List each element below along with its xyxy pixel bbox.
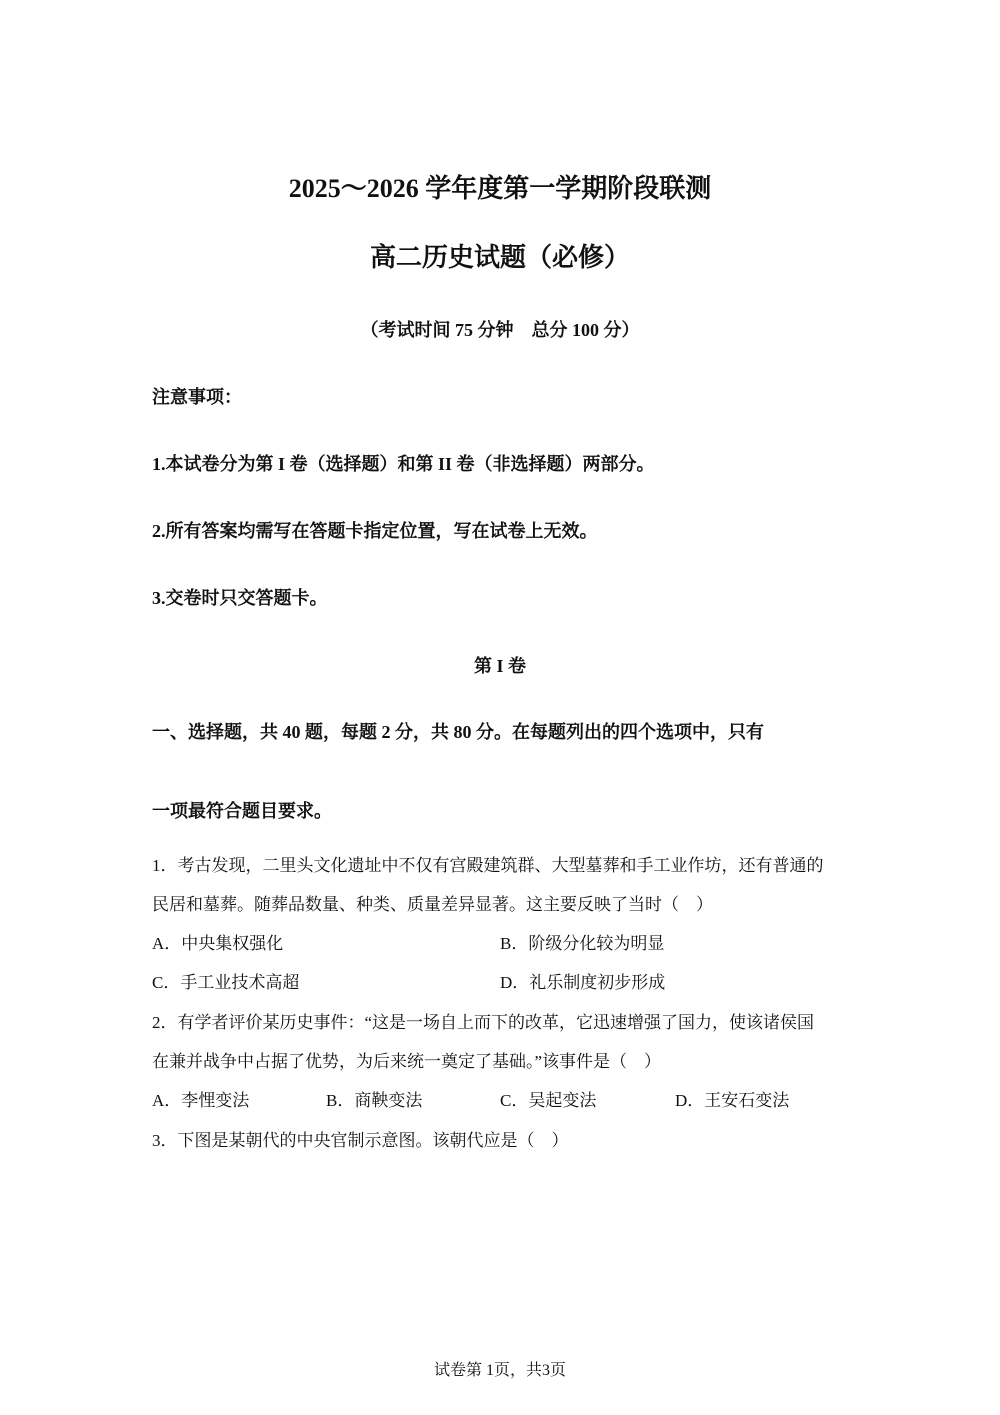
question-2-option-b: B．商鞅变法 <box>326 1091 423 1110</box>
notice-item-2: 2.所有答案均需写在答题卡指定位置，写在试卷上无效。 <box>152 521 598 541</box>
question-2-stem-line-1: 2．有学者评价某历史事件：“这是一场自上而下的改革，它迅速增强了国力，使该诸侯国 <box>152 1013 815 1032</box>
question-1-stem-line-2: 民居和墓葬。随葬品数量、种类、质量差异显著。这主要反映了当时（ ） <box>152 895 713 914</box>
question-2-option-d: D．王安石变法 <box>675 1091 790 1110</box>
notice-item-3: 3.交卷时只交答题卡。 <box>152 588 328 608</box>
notice-heading: 注意事项： <box>152 387 242 407</box>
exam-time-and-score: （考试时间 75 分钟 总分 100 分） <box>360 320 640 340</box>
question-3-stem: 3．下图是某朝代的中央官制示意图。该朝代应是（ ） <box>152 1131 569 1150</box>
section-instruction-line-2: 一项最符合题目要求。 <box>152 801 332 821</box>
exam-title: 2025～2026 学年度第一学期阶段联测 <box>288 174 712 203</box>
question-2-option-c: C．吴起变法 <box>500 1091 597 1110</box>
question-1-stem-line-1: 1．考古发现，二里头文化遗址中不仅有宫殿建筑群、大型墓葬和手工业作坊，还有普通的 <box>152 856 824 875</box>
volume-title: 第 I 卷 <box>473 656 526 676</box>
question-2-stem-line-2: 在兼并战争中占据了优势，为后来统一奠定了基础。”该事件是（ ） <box>152 1052 662 1071</box>
question-1-option-a: A．中央集权强化 <box>152 934 284 953</box>
question-1-option-c: C．手工业技术高超 <box>152 973 300 992</box>
exam-subtitle: 高二历史试题（必修） <box>369 243 630 272</box>
question-1-option-d: D．礼乐制度初步形成 <box>500 973 666 992</box>
notice-item-1: 1.本试卷分为第 I 卷（选择题）和第 II 卷（非选择题）两部分。 <box>152 454 655 474</box>
question-2-option-a: A．李悝变法 <box>152 1091 250 1110</box>
section-instruction-line-1: 一、选择题，共 40 题，每题 2 分，共 80 分。在每题列出的四个选项中，只有 <box>152 722 764 742</box>
page-footer: 试卷第 1页，共3页 <box>433 1362 566 1379</box>
question-1-option-b: B．阶级分化较为明显 <box>500 934 665 953</box>
